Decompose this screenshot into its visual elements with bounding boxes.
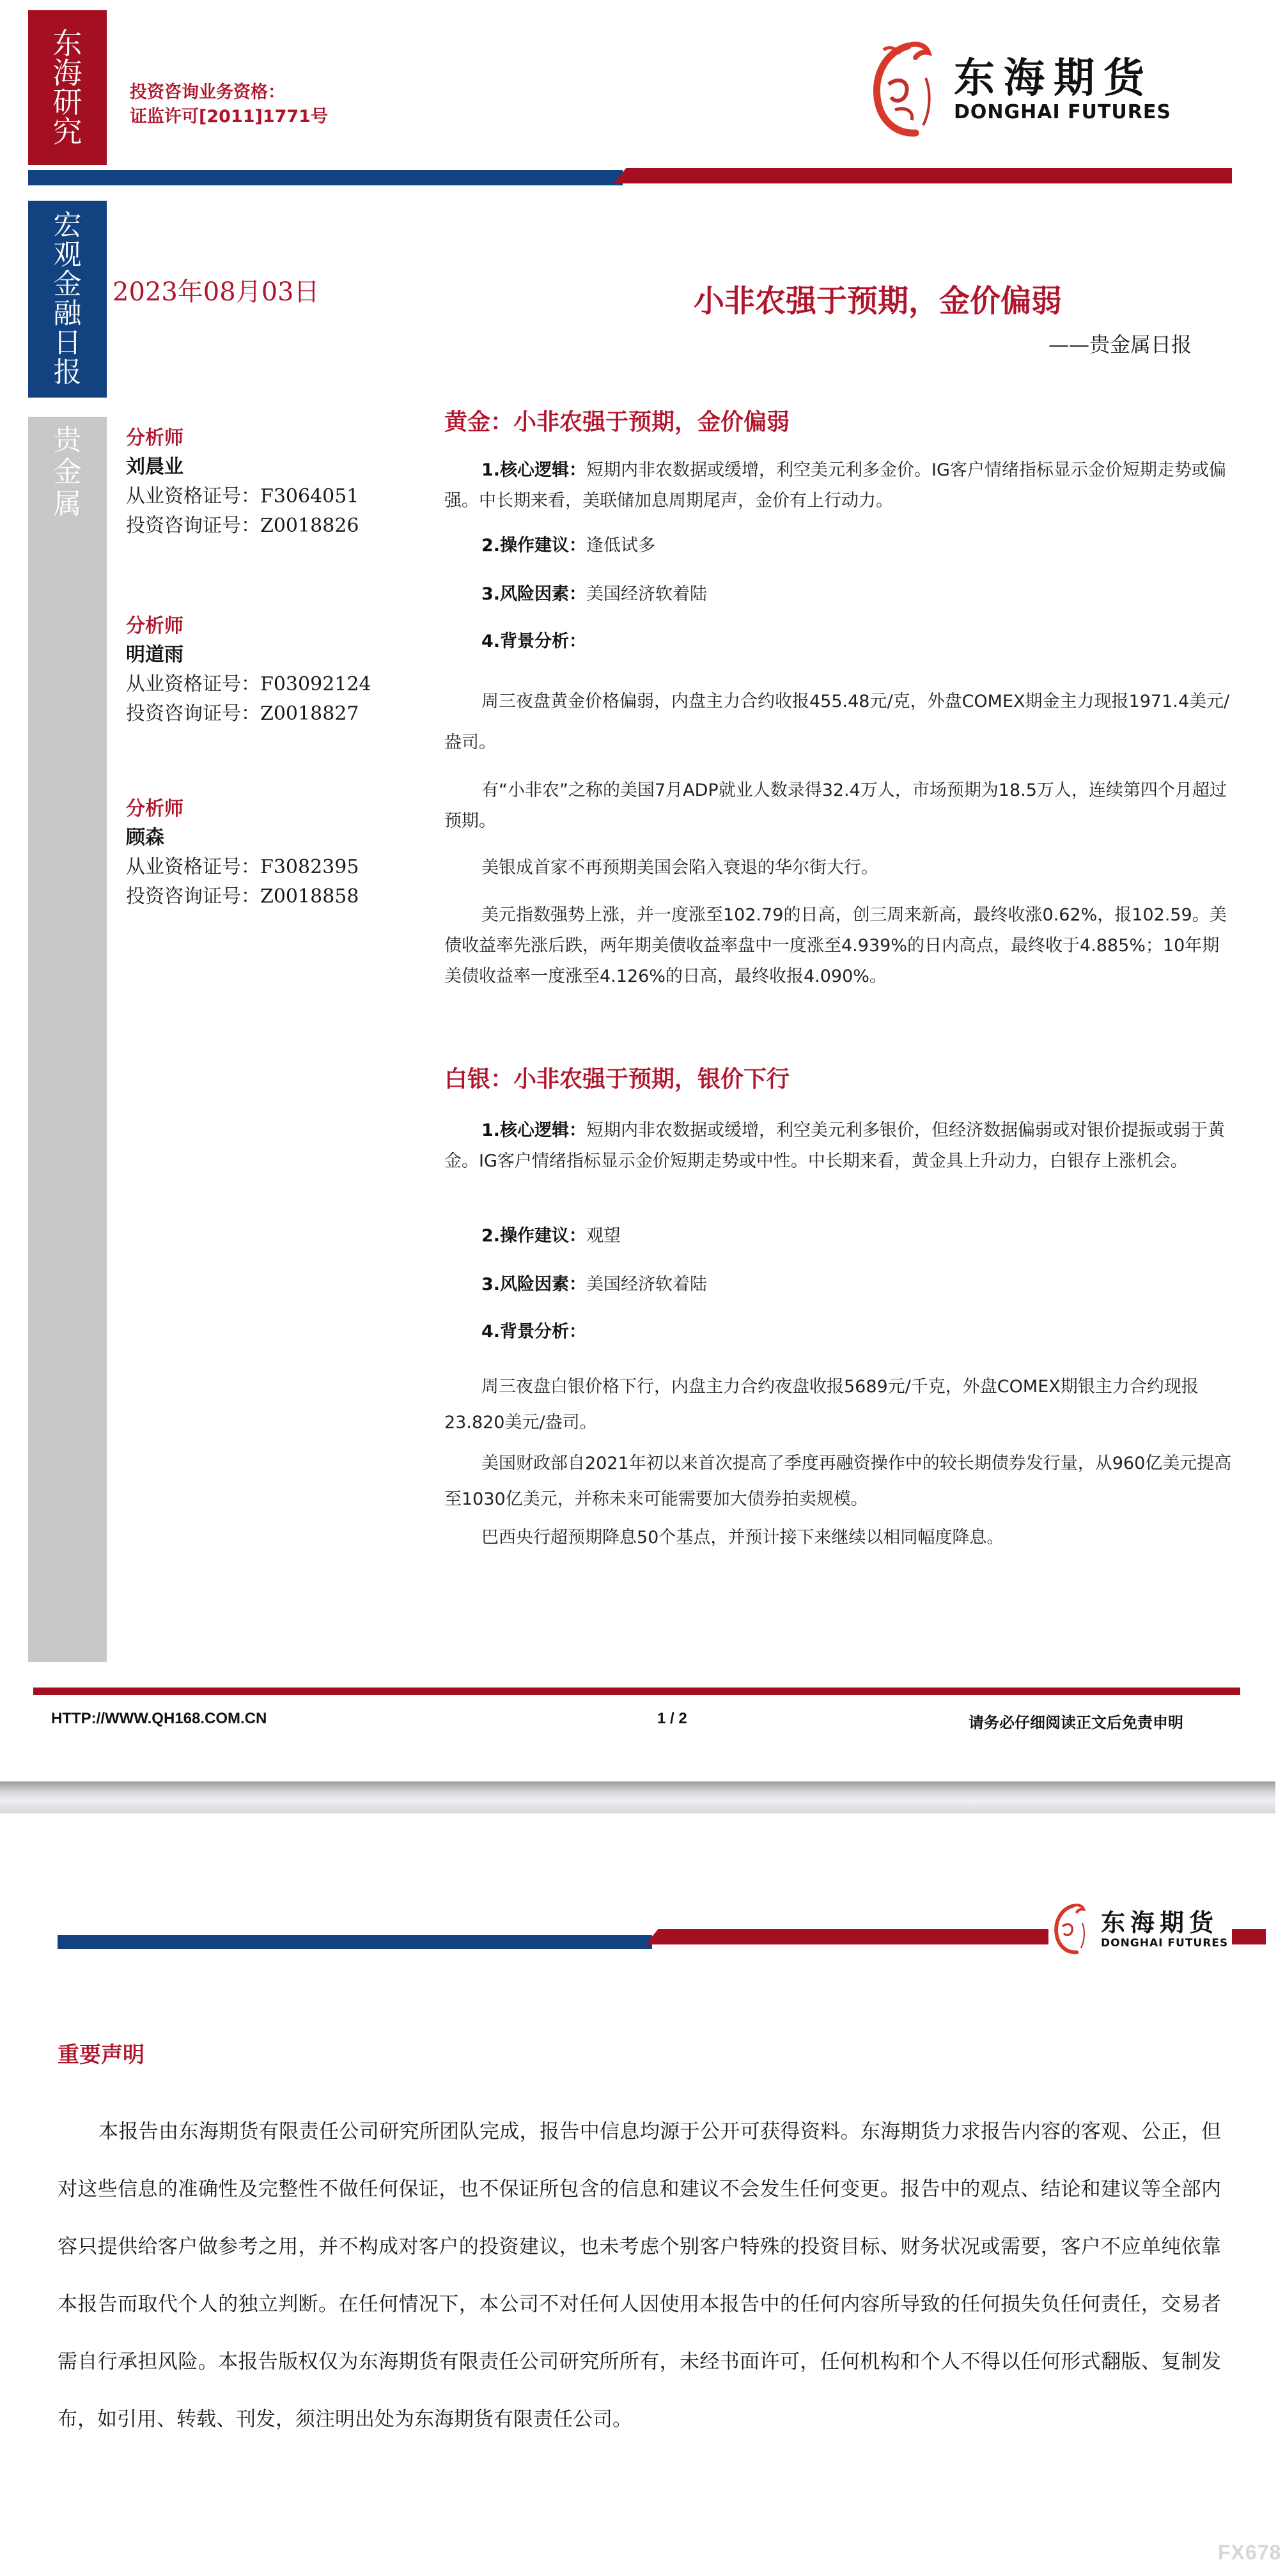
section-box-macro-finance-daily: [28, 201, 107, 398]
dragon-logo-icon: [869, 40, 946, 139]
topic-char: 贵: [53, 424, 82, 456]
analyst-consulting-cert: 投资咨询证号：Z0018827: [126, 702, 359, 725]
analyst-name: 顾森: [126, 826, 164, 849]
silver-background-heading: [444, 1317, 1234, 1347]
analyst-name: 刘晨业: [126, 456, 183, 478]
analyst-name: 明道雨: [126, 644, 183, 666]
silver-section: [444, 1061, 1234, 1094]
section-char: 日: [53, 327, 82, 359]
core-logic-text: 短期内非农数据或缓增，利空美元利多金价。IG客户情绪指标显示金价短期走势或偏强。中长期来看，美联储加息周期尾声，金价有上行动力。: [444, 460, 1226, 511]
brand-char: 究: [52, 114, 82, 149]
silver-core-logic: [444, 1115, 1234, 1177]
header-stripe-red: [614, 168, 1232, 183]
background-label: 4.背景分析：: [481, 1322, 587, 1342]
page2-company-logo: [1048, 1897, 1232, 1961]
core-logic-label: 1.核心逻辑：: [481, 460, 587, 480]
gold-background-para: 有“小非农”之称的美国7月ADP就业人数录得32.4万人，市场预期为18.5万人，连续第四个月超过预期。: [444, 780, 1227, 831]
topic-char: 属: [53, 488, 82, 520]
advice-text: 逢低试多: [586, 536, 656, 555]
gold-background-heading: [444, 626, 1234, 657]
analyst-role: 分析师: [126, 798, 183, 820]
report-date: 2023年08月03日: [113, 277, 320, 307]
advice-text: 观望: [586, 1226, 621, 1246]
header-stripe-blue: [28, 170, 623, 185]
silver-background-para: 周三夜盘白银价格下行，内盘主力合约夜盘收报5689元/千克，外盘COMEX期银主力合约现报23.820美元/盎司。: [444, 1377, 1199, 1432]
gold-risk: [444, 579, 1234, 610]
analyst-consulting-cert: 投资咨询证号：Z0018826: [126, 515, 359, 537]
gold-core-logic: [444, 455, 1234, 516]
section-char: 观: [53, 238, 82, 271]
analyst-card: [126, 424, 359, 541]
analyst-card: [126, 612, 371, 729]
analyst-card: [126, 795, 359, 912]
page-separator: [0, 1781, 1275, 1813]
analyst-qualification-cert: 从业资格证号：F3064051: [126, 485, 359, 508]
risk-label: 3.风险因素：: [481, 584, 587, 604]
brand-box-donghai-research: [28, 10, 107, 165]
core-logic-label: 1.核心逻辑：: [481, 1121, 587, 1140]
gold-section-title: 黄金：小非农强于预期，金价偏弱: [444, 409, 790, 435]
gold-advice: [444, 531, 1234, 561]
page2-stripe-blue: [58, 1935, 652, 1949]
declaration-title: 重要声明: [58, 2042, 144, 2068]
analyst-role: 分析师: [126, 427, 183, 449]
risk-text: 美国经济软着陆: [586, 584, 708, 604]
dragon-logo-icon: [1052, 1900, 1093, 1959]
risk-text: 美国经济软着陆: [586, 1275, 708, 1294]
gold-background-para: 美元指数强势上涨，并一度涨至102.79的日高，创三周来新高，最终收涨0.62%，报102.59。美债收益率先涨后跌，两年期美债收益率盘中一度涨至4.939%的日内高点，最终收于4.885%；10年期美债收益率一度涨至4.126%的日高，最终收报4.090%。: [444, 905, 1227, 986]
silver-advice: [444, 1221, 1234, 1252]
analyst-consulting-cert: 投资咨询证号：Z0018858: [126, 885, 359, 908]
advice-label: 2.操作建议：: [481, 536, 587, 555]
advice-label: 2.操作建议：: [481, 1226, 587, 1246]
footer-divider: [33, 1688, 1240, 1695]
background-label: 4.背景分析：: [481, 632, 587, 651]
report-title: 小非农强于预期，金价偏弱: [694, 283, 1063, 319]
risk-label: 3.风险因素：: [481, 1275, 587, 1294]
analyst-qualification-cert: 从业资格证号：F3082395: [126, 856, 359, 878]
section-char: 融: [53, 297, 82, 330]
license-info: [130, 81, 328, 129]
footer-disclaimer-notice: 请务必仔细阅读正文后免责申明: [969, 1714, 1183, 1732]
silver-risk: [444, 1269, 1234, 1300]
page-indicator: 1 / 2: [657, 1710, 687, 1727]
silver-background-para: 美国财政部自2021年初以来首次提高了季度再融资操作中的较长期债券发行量，从960亿美元提高至1030亿美元，并称未来可能需要加大债券拍卖规模。: [444, 1454, 1232, 1509]
brand-char: 海: [52, 56, 82, 90]
logo-text-cn: 东海期货: [954, 55, 1153, 102]
footer-website-link[interactable]: HTTP://WWW.QH168.COM.CN: [51, 1710, 267, 1727]
gold-background-para: 周三夜盘黄金价格偏弱，内盘主力合约收报455.48元/克，外盘COMEX期金主力现报1971.4美元/盎司。: [444, 692, 1230, 752]
logo-text-cn: 东海期货: [1101, 1909, 1219, 1937]
license-number: 证监许可[2011]1771号: [130, 107, 328, 127]
silver-background-para: 巴西央行超预期降息50个基点，并预计接下来继续以相同幅度降息。: [481, 1528, 1004, 1548]
brand-char: 东: [52, 26, 82, 61]
report-subtitle: ——贵金属日报: [1048, 332, 1192, 357]
section-char: 报: [53, 356, 82, 389]
gold-background-para: 美银成首家不再预期美国会陷入衰退的华尔街大行。: [481, 858, 878, 878]
logo-text-en: DONGHAI FUTURES: [1101, 1937, 1229, 1950]
company-logo: [869, 40, 1171, 139]
core-logic-text: 短期内非农数据或缓增，利空美元利多银价，但经济数据偏弱或对银价提振或弱于黄金。IG客户情绪指标显示金价短期走势或中性。中长期来看，黄金具上升动力，白银存上涨机会。: [444, 1121, 1226, 1171]
silver-section-title: 白银：小非农强于预期，银价下行: [444, 1066, 790, 1092]
topic-sidebar-precious-metals: [28, 417, 107, 1662]
logo-text-en: DONGHAI FUTURES: [954, 101, 1171, 123]
topic-char: 金: [53, 456, 82, 488]
analyst-qualification-cert: 从业资格证号：F03092124: [126, 673, 371, 695]
gold-section: [444, 404, 1234, 437]
analyst-role: 分析师: [126, 615, 183, 637]
brand-char: 研: [52, 85, 82, 120]
declaration-body: 本报告由东海期货有限责任公司研究所团队完成，报告中信息均源于公开可获得资料。东海期货力求报告内容的客观、公正，但对这些信息的准确性及完整性不做任何保证，也不保证所包含的信息和建议不会发生任何变更。报告中的观点、结论和建议等全部内容只提供给客户做参考之用，并不构成对客户的投资建议，也未考虑个别客户特殊的投资目标、财务状况或需要，客户不应单纯依靠本报告而取代个人的独立判断。在任何情况下，本公司不对任何人因使用本报告中的任何内容所导致的任何损失负任何责任，交易者需自行承担风险。本报告版权仅为东海期货有限责任公司研究所所有，未经书面许可，任何机构和个人不得以任何形式翻版、复制发布，如引用、转载、刊发，须注明出处为东海期货有限责任公司。: [58, 2120, 1221, 2431]
fx678-watermark: FX678: [1218, 2541, 1282, 2564]
section-char: 宏: [53, 209, 82, 242]
license-label: 投资咨询业务资格：: [130, 82, 285, 102]
section-char: 金: [53, 268, 82, 300]
